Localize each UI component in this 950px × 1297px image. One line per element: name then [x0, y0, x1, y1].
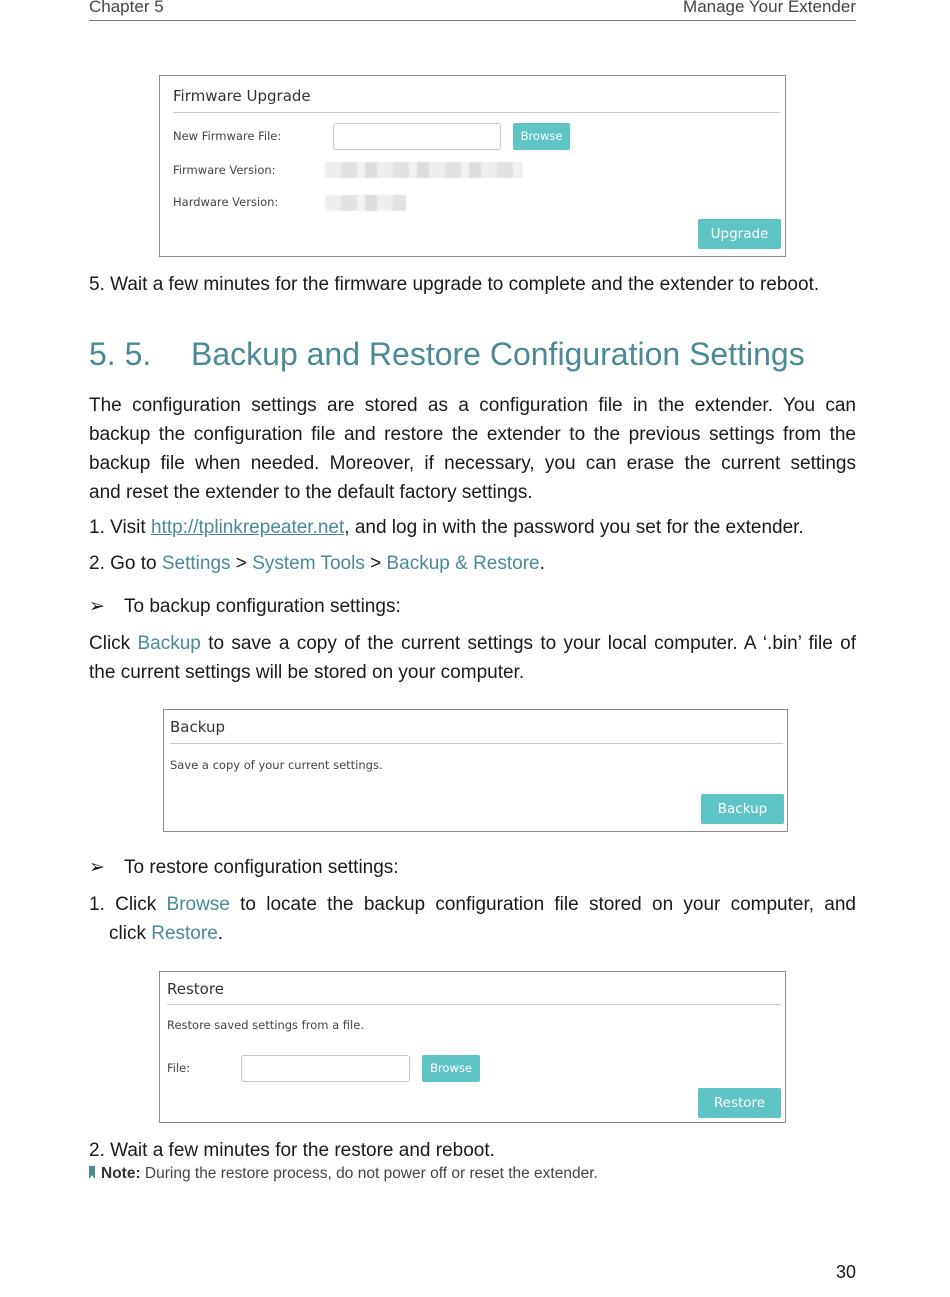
restore-panel-divider [167, 1004, 781, 1005]
step-2-prefix: 2. Go to [89, 553, 162, 574]
restore-step-1-end: . [217, 923, 224, 944]
restore-button-ref: Restore [151, 923, 218, 944]
note-label: Note: [101, 1165, 141, 1182]
intro-line: backup the configuration file and restore the extender to the previous settings from the [89, 424, 856, 445]
restore-browse-button[interactable]: Browse [422, 1055, 480, 1082]
restore-panel-title: Restore [167, 980, 224, 998]
restore-panel [159, 971, 786, 1123]
backup-subheading [89, 595, 401, 618]
firmware-panel-title: Firmware Upgrade [173, 87, 311, 105]
backup-panel-title: Backup [170, 718, 225, 736]
firmware-panel-divider [173, 112, 780, 113]
intro-line: and reset the extender to the default factory settings. [89, 482, 533, 503]
restore-file-label: File: [167, 1061, 191, 1075]
backup-button[interactable]: Backup [701, 794, 784, 824]
step-1-suffix: , and log in with the password you set for the extender. [344, 517, 804, 538]
bookmark-icon [89, 1166, 95, 1179]
system-tools-menu-ref: System Tools [252, 553, 365, 574]
restore-step-1-suffix: to locate the backup configuration file stored on your computer, and [229, 894, 856, 915]
step-1-prefix: 1. Visit [89, 517, 151, 538]
backup-para-line [89, 629, 856, 658]
backup-paragraph [89, 629, 856, 687]
restore-step-1-line [89, 890, 856, 919]
restore-step-2: 2. Wait a few minutes for the restore and reboot. [89, 1140, 495, 1161]
section-number: 5. 5. [89, 336, 152, 372]
arrow-bullet-icon: ➢ [89, 596, 105, 617]
restore-step-1-line2-prefix: click [109, 923, 152, 944]
arrow-bullet-icon: ➢ [89, 857, 105, 878]
intro-line: backup file when needed. Moreover, if necessary, you can erase the current settings [89, 453, 856, 474]
backup-button-ref: Backup [137, 633, 201, 654]
section-title: Backup and Restore Configuration Settings [191, 336, 805, 372]
backup-panel-description: Save a copy of your current settings. [170, 758, 383, 772]
restore-subheading [89, 856, 399, 879]
firmware-step-5: 5. Wait a few minutes for the firmware upgrade to complete and the extender to reboot. [89, 274, 820, 295]
note [89, 1165, 598, 1183]
backup-panel [163, 709, 788, 832]
backup-para-prefix: Click [89, 633, 138, 654]
section-label: Manage Your Extender [683, 0, 856, 16]
browse-button-ref: Browse [166, 894, 230, 915]
hardware-version-label: Hardware Version: [173, 195, 279, 209]
firmware-file-input[interactable] [333, 123, 501, 150]
restore-subheading-text: To restore configuration settings: [124, 857, 399, 878]
step-2-end: . [539, 553, 545, 574]
restore-step-1-prefix: 1. Click [89, 894, 167, 915]
page-number: 30 [835, 1262, 856, 1282]
settings-menu-ref: Settings [161, 553, 231, 574]
upgrade-button[interactable]: Upgrade [698, 219, 781, 249]
step-2 [89, 549, 856, 578]
intro-paragraph [89, 391, 856, 507]
firmware-version-value-redacted [325, 162, 522, 178]
step-1 [89, 513, 856, 542]
restore-file-input[interactable] [241, 1055, 410, 1082]
restore-panel-description: Restore saved settings from a file. [167, 1018, 364, 1032]
section-heading [89, 336, 805, 373]
restore-button[interactable]: Restore [698, 1088, 781, 1118]
backup-para-line: the current settings will be stored on your computer. [89, 662, 525, 683]
backup-restore-menu-ref: Backup & Restore [386, 553, 540, 574]
backup-panel-divider [170, 743, 783, 744]
firmware-browse-button[interactable]: Browse [513, 123, 570, 150]
restore-step-1 [89, 890, 856, 948]
page-header [89, 0, 856, 21]
firmware-version-label: Firmware Version: [173, 163, 276, 177]
restore-step-1-line [89, 919, 856, 948]
tplinkrepeater-link[interactable]: http://tplinkrepeater.net [150, 517, 345, 538]
step-2-sep: > [230, 553, 253, 574]
new-firmware-file-label: New Firmware File: [173, 129, 282, 143]
hardware-version-value-redacted [325, 195, 406, 211]
step-2-sep: > [364, 553, 387, 574]
intro-line: The configuration settings are stored as a configuration file in the extender. You can [89, 395, 856, 416]
backup-subheading-text: To backup configuration settings: [124, 596, 401, 617]
backup-para-suffix: to save a copy of the current settings to your local computer. A ‘.bin’ file of [200, 633, 856, 654]
firmware-upgrade-panel [159, 75, 786, 257]
note-text: During the restore process, do not power off or reset the extender. [140, 1165, 598, 1182]
chapter-label: Chapter 5 [89, 0, 164, 16]
